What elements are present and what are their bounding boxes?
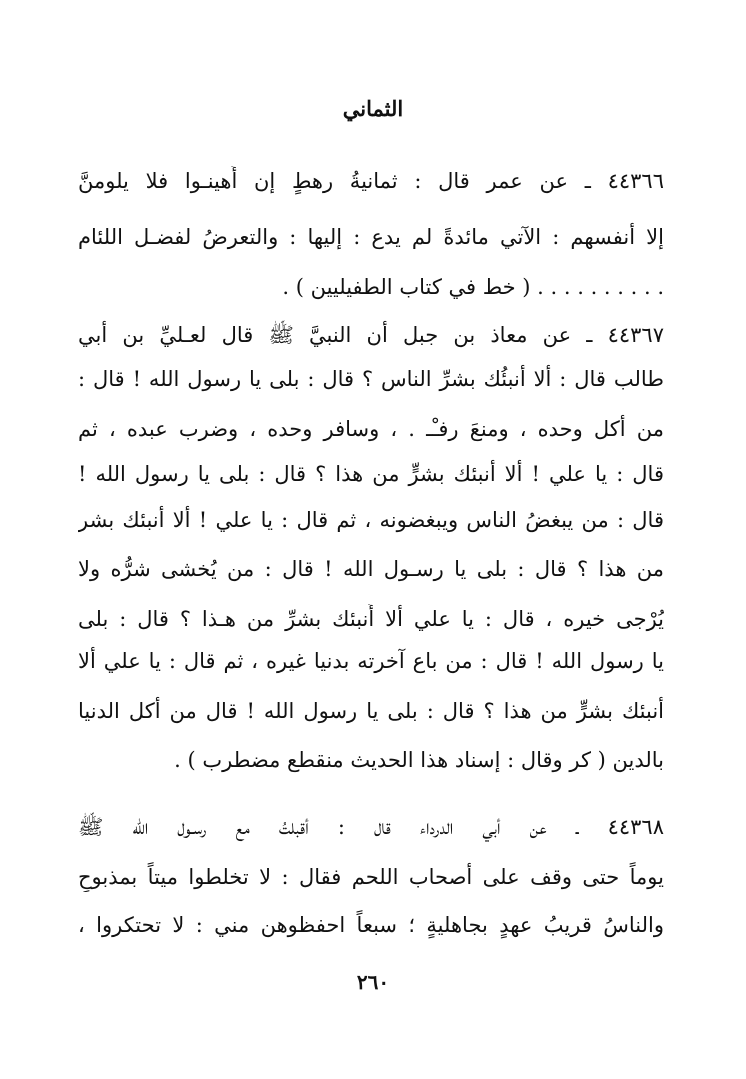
text-line: ٤٤٣٦٦ ـ عن عمر قال : ثمانيةُ رهطٍ إن أُهينـوا فلا يلومنَّ: [78, 169, 664, 193]
text-line: من هذا ؟ قال : بلى يا رسـول الله ! قال : من يُخشى شرُّه ولا: [78, 557, 664, 581]
text-line: إلا أنفسهم : الآتي مائدةً لم يدع : إليها : والتعرضُ لفضـل اللئام: [78, 225, 664, 249]
running-header: الثماني: [342, 96, 404, 121]
text-line: والناسُ قريبُ عهدٍ بجاهليةٍ ؛ سبعاً احفظوهن مني : لا تحتكروا ،: [78, 913, 664, 937]
text-line: من أكل وحده ، ومنعَ رفـْـ . ، وسافر وحده ، وضرب عبده ، ثم: [78, 417, 664, 441]
text-line: بالدين ( كر وقال : إسناد هذا الحديث منقطع مضطرب ) .: [174, 748, 664, 772]
text-line: أنبئك بشرٍّ من هذا ؟ قال : بلى يا رسول الله ! قال من أكل الدنيا: [78, 699, 664, 723]
text-line: يا رسول الله ! قال : من باع آخرته بدنيا غيره ، ثم قال : يا علي ألا: [78, 649, 664, 673]
text-line: يُرْجى خيره ، قال : يا علي ألا أُنبئك بشرِّ من هـذا ؟ قال : بلى: [78, 607, 664, 631]
text-line: ٤٤٣٦٨ ـ عن أبي الدرداء قال : أقبلتُ مع رسـول الله ﷺ: [78, 815, 664, 839]
page-number: ٢٦٠: [356, 970, 390, 994]
text-line: . . . . . . . . . . ( خط في كتاب الطفيليين ) .: [282, 275, 664, 299]
text-line: قال : من يبغضُ الناس ويبغضونه ، ثم قال : يا علي ! ألا أنبئك بشر: [78, 508, 664, 532]
text-line: قال : يا علي ! ألا أنبئك بشرٍّ من هذا ؟ قال : بلى يا رسول الله !: [78, 462, 664, 486]
text-line: طالب قال : ألا أنبئُك بشرِّ الناس ؟ قال : بلى يا رسول الله ! قال :: [78, 367, 664, 391]
text-line: يوماً حتى وقف على أصحاب اللحم فقال : لا تخلطوا ميتاً بمذبوحٍ: [78, 865, 664, 889]
text-line: ٤٤٣٦٧ ـ عن معاذ بن جبل أن النبيَّ ﷺ قال لعـليِّ بن أبي: [78, 323, 664, 347]
